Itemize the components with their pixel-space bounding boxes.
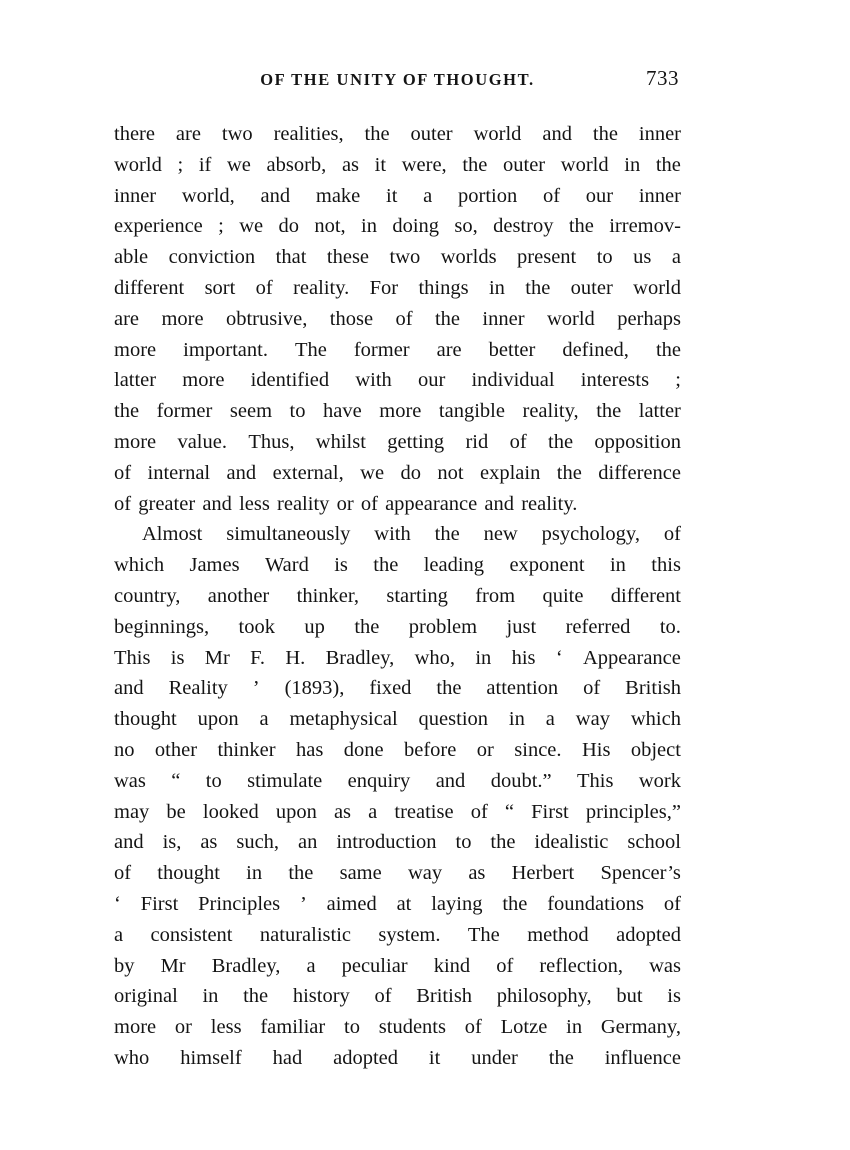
text-line: country, another thinker, starting from quite different: [114, 584, 681, 607]
paragraph: [114, 519, 681, 1073]
text-line: there are two realities, the outer world and the inner: [114, 123, 681, 145]
text-line: of internal and external, we do not explain the difference: [114, 461, 681, 484]
text-line: by Mr Bradley, a peculiar kind of reflection, was: [114, 954, 681, 977]
text-line: beginnings, took up the problem just referred to.: [114, 615, 681, 638]
text-line: the former seem to have more tangible reality, the latter: [114, 400, 681, 423]
text-line: more or less familiar to students of Lotze in Germany,: [114, 1016, 681, 1039]
text-line: which James Ward is the leading exponent in this: [114, 554, 681, 577]
text-line: different sort of reality. For things in the outer world: [114, 276, 681, 299]
page-number: 733: [646, 66, 679, 90]
running-title: OF THE UNITY OF THOUGHT.: [260, 70, 535, 89]
text-line: a consistent naturalistic system. The method adopted: [114, 923, 681, 946]
text-line: and Reality ’ (1893), fixed the attention of British: [114, 677, 681, 700]
text-line: more value. Thus, whilst getting rid of the opposition: [114, 430, 681, 453]
text-line: experience ; we do not, in doing so, destroy the irremov-: [114, 215, 681, 238]
text-line: are more obtrusive, those of the inner world perhaps: [114, 307, 681, 330]
text-line: was “ to stimulate enquiry and doubt.” This work: [114, 769, 681, 792]
text-line: latter more identified with our individual interests ;: [114, 369, 681, 392]
text-line: no other thinker has done before or since. His object: [114, 738, 681, 761]
text-line: more important. The former are better defined, the: [114, 338, 681, 361]
text-line: of greater and less reality or of appearance and reality.: [114, 492, 578, 515]
text-line: who himself had adopted it under the influence: [114, 1046, 681, 1069]
paragraph: [114, 119, 681, 519]
text-line: Almost simultaneously with the new psychology, of: [142, 523, 681, 546]
text-line: and is, as such, an introduction to the idealistic school: [114, 831, 681, 854]
running-head: [114, 64, 681, 98]
body-text: [114, 119, 681, 1074]
text-line: This is Mr F. H. Bradley, who, in his ‘ Appearance: [114, 646, 681, 669]
text-line: world ; if we absorb, as it were, the outer world in the: [114, 153, 681, 176]
text-line: of thought in the same way as Herbert Spencer’s: [114, 862, 681, 885]
text-line: inner world, and make it a portion of our inner: [114, 184, 681, 207]
text-line: original in the history of British philosophy, but is: [114, 985, 681, 1008]
text-line: thought upon a metaphysical question in a way which: [114, 708, 681, 731]
text-line: able conviction that these two worlds present to us a: [114, 246, 681, 269]
text-line: ‘ First Principles ’ aimed at laying the foundations of: [114, 892, 681, 915]
text-line: may be looked upon as a treatise of “ First principles,”: [114, 800, 681, 823]
